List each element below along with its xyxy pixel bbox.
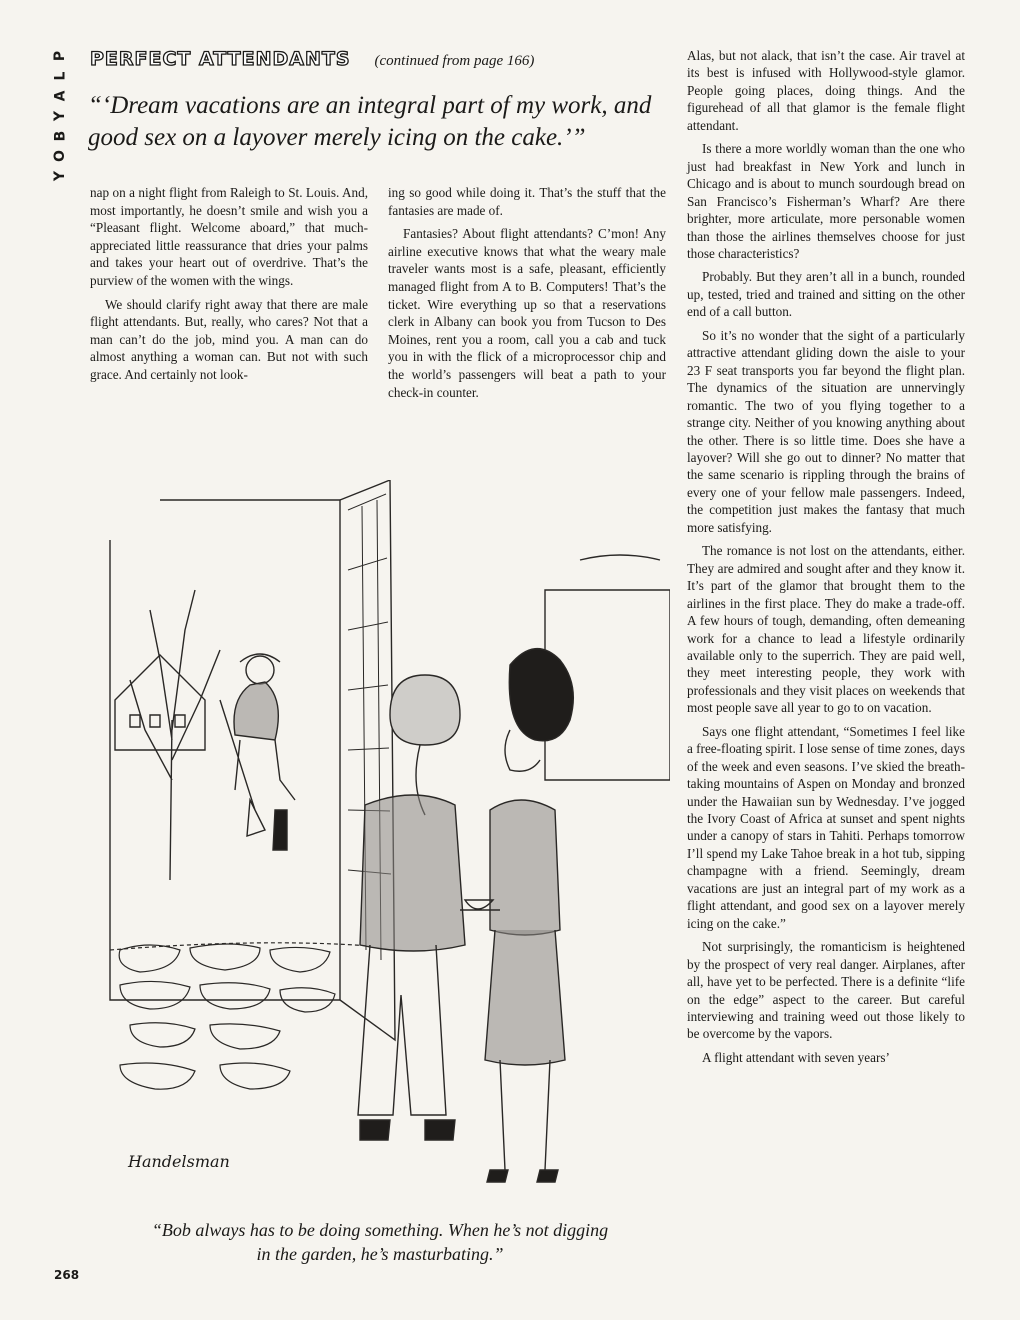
- gardener-figure: [220, 654, 295, 850]
- paving-stones: [110, 943, 370, 1089]
- paragraph: We should clarify right away that there are male flight attendants. But, really, who cares? Not that a man can’t do the job, mind you. A man can do almost anything a woman can. But not with such grace. And certainly not look-: [90, 296, 368, 382]
- house: [115, 655, 205, 750]
- section-title: PERFECT ATTENDANTS: [90, 48, 351, 70]
- paragraph: nap on a night flight from Raleigh to St. Louis. And, most importantly, he doesn’t smile and wish you a “Pleasant flight. Welcome aboard,” that much-appreciated little reassurance that dries your palms and takes your heart out of overdrive. That’s the purview of the women with the wings.: [90, 185, 368, 288]
- text-column-2: [388, 184, 666, 407]
- text-column-3: [687, 47, 965, 1072]
- article-heading: [90, 48, 534, 70]
- paragraph: The romance is not lost on the attendants, either. They are admired and sought after and they know it. It’s part of the glamor that brought them to the airlines in the first place. They do make a trade-off. A few hours of tough, demanding, often demeaning work for a chance to lead a lifestyle ordinarily available only to the superrich. They are paid well, they meet interesting people, they work with professionals and they visit places on weekends that most people save all year to go to on vacation.: [687, 543, 965, 716]
- paragraph: Probably. But they aren’t all in a bunch, rounded up, tested, tried and trained and sitting on the other end of a call button.: [687, 269, 965, 320]
- logo-letter: P: [51, 50, 68, 62]
- text-column-1: [90, 184, 368, 390]
- magazine-logo-vertical: [50, 46, 70, 186]
- pull-quote: “‘Dream vacations are an integral part of my work, and good sex on a layover merely icing on the cake.’”: [88, 92, 652, 151]
- cartoon-caption: “Bob always has to be doing something. When he’s not digging in the garden, he’s masturbating.”: [151, 1220, 609, 1264]
- paragraph: Fantasies? About flight attendants? C’mon! Any airline executive knows that what the weary male traveler wants most is a safe, pleasant, efficiently managed flight from A to B. Computers! That’s the ticket. Wire everything up so that a reservations clerk in Albany can book you from Tucson to Des Moines, rent you a room, call you a cab and tuck you in with the flick of a microprocessor chip and the world’s passengers will beat a path to your check-in counter.: [388, 226, 666, 400]
- paragraph: ing so good while doing it. That’s the stuff that the fantasies are made of.: [388, 185, 666, 218]
- paragraph: Alas, but not alack, that isn’t the case. Air travel at its best is infused with Hollywood-style glamor. People going places, doing things. And the figurehead of all that glamor is the female flight attendant.: [687, 48, 965, 133]
- logo-letter: Y: [51, 170, 68, 182]
- tree: [130, 590, 220, 880]
- logo-letter: A: [52, 90, 68, 102]
- page-number: 268: [54, 1268, 80, 1282]
- paragraph: Says one flight attendant, “Sometimes I feel like a free-floating spirit. I lose sense of time zones, days of the week and even seasons. I’ve skied the breath-taking mountains of Aspen on Monday and bronzed under the Hawaiian sun by Wednesday. I’ve jogged the Ivory Coast of Africa at sunset and spent nights under a canopy of stars in Tahiti. Perhaps tomorrow I’ll spend my Lake Tahoe break in a hot tub, sipping champagne with a friend. Seemingly, dream vacations are just an integral part of my work as a flight attendant, and good sex on a layover merely icing on the cake.”: [687, 723, 965, 931]
- continued-note: (continued from page 166): [374, 53, 535, 69]
- paragraph: Is there a more worldly woman than the one who just had breakfast in New York and lunch in Chicago and is about to munch sourdough bread on San Francisco’s Fisherman’s Wharf? Are there brighter, more articulate, more personable women than those the airlines themselves choose for just those characteristics?: [687, 141, 965, 261]
- artist-signature: Handelsman: [128, 1152, 230, 1171]
- logo-letter: B: [51, 130, 68, 142]
- paragraph: So it’s no wonder that the sight of a particularly attractive attendant gliding down the aisle to your 23 F seat transports you far beyond the flight plan. The dynamics of the situation are unnervingly romantic. The two of you flying together to a strange city. Neither of you knowing anything about the other. There is so little time. Does she have a layover? Will she go out to dinner? No matter that the same scenario is rippling through the brains of every one of your fellow male passengers. Indeed, the competition just makes the fantasy that much more satisfying.: [687, 327, 965, 535]
- paragraph: Not surprisingly, the romanticism is heightened by the prospect of very real danger. Airplanes, after all, have yet to be perfected. There is a definite “life on the edge” aspect to the career. But careful interviewing and training weed out those likely to be overcome by the vapors.: [687, 939, 965, 1042]
- logo-letter: L: [51, 71, 68, 81]
- logo-letter: Y: [51, 110, 68, 122]
- paragraph: A flight attendant with seven years’: [702, 1049, 890, 1065]
- logo-letter: O: [52, 150, 68, 162]
- woman-back-view: [358, 675, 465, 1140]
- woman-with-teacup: [460, 649, 573, 1182]
- cartoon-illustration: [90, 480, 670, 1210]
